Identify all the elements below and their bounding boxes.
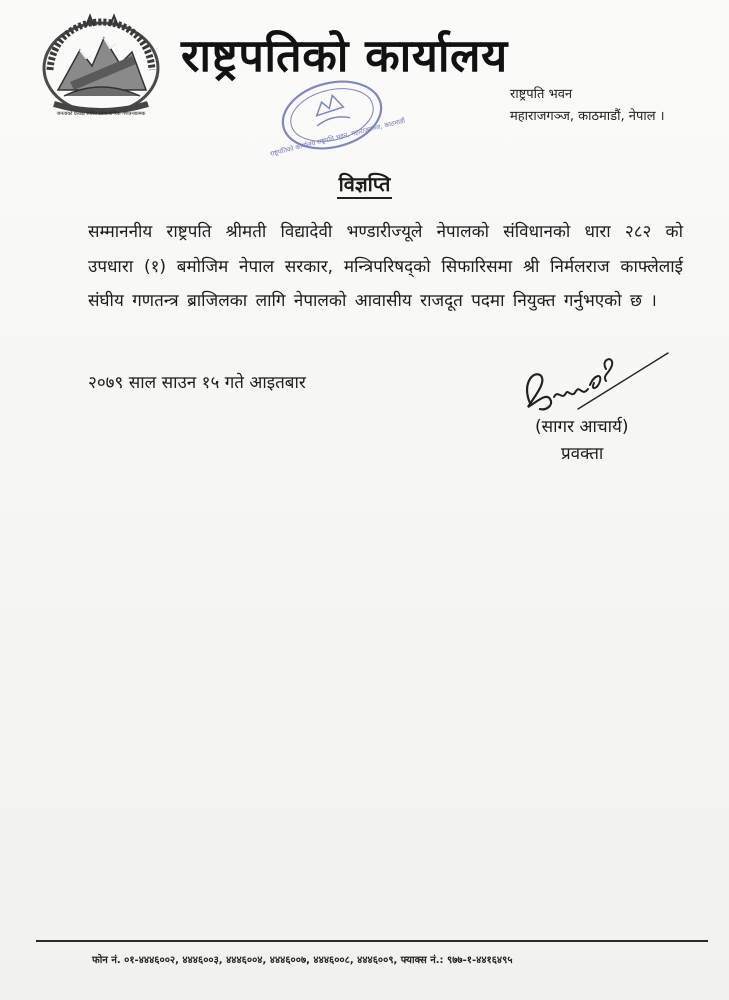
signatory-role: प्रवक्ता: [561, 444, 604, 464]
footer-contact: फोन नं. ०१-४४४६००२, ४४४६००३, ४४४६००४, ४४४६००७, ४४४६००८, ४४४६००९, फ्याक्स नं.: ९७७-१-४४१६४९५: [92, 955, 513, 966]
notice-date: २०७९ साल साउन १५ गते आइतबार: [88, 373, 306, 393]
notice-heading-text: विज्ञप्ति: [337, 172, 393, 199]
address-line-2: महाराजगञ्ज, काठमाडौं, नेपाल ।: [510, 109, 665, 124]
notice-body-line: संघीय गणतन्त्र ब्राजिलका लागि नेपालको आवासीय राजदूत पदमा नियुक्त गर्नुभएको छ ।: [88, 291, 657, 311]
notice-body-line: उपधारा (१) बमोजिम नेपाल सरकार, मन्त्रिपरिषद्को सिफारिसमा श्री निर्मलराज काफ्लेलाई: [88, 257, 683, 277]
notice-body-line: सम्माननीय राष्ट्रपति श्रीमती विद्यादेवी भण्डारीज्यूले नेपालको संविधानको धारा २८२ को: [88, 222, 683, 242]
signatory-name: (सागर आचार्य): [535, 417, 629, 437]
stamp-text: राष्ट्रपतिको कार्यालय राष्ट्रपति भवन, महाराजगञ्ज, काठमाडौं: [269, 116, 406, 158]
office-title: राष्ट्रपतिको कार्यालय: [181, 29, 508, 82]
office-stamp-icon: [269, 72, 406, 158]
notice-heading: [0, 170, 729, 197]
emblem-motto: जनताको प्रत्यक्ष संघीय लोकतान्त्रिक गणतन्त्रात्मक: [56, 111, 146, 117]
footer-divider: [36, 940, 708, 942]
address-line-1: राष्ट्रपति भवन: [510, 87, 573, 102]
nepal-emblem-icon: [40, 12, 162, 120]
